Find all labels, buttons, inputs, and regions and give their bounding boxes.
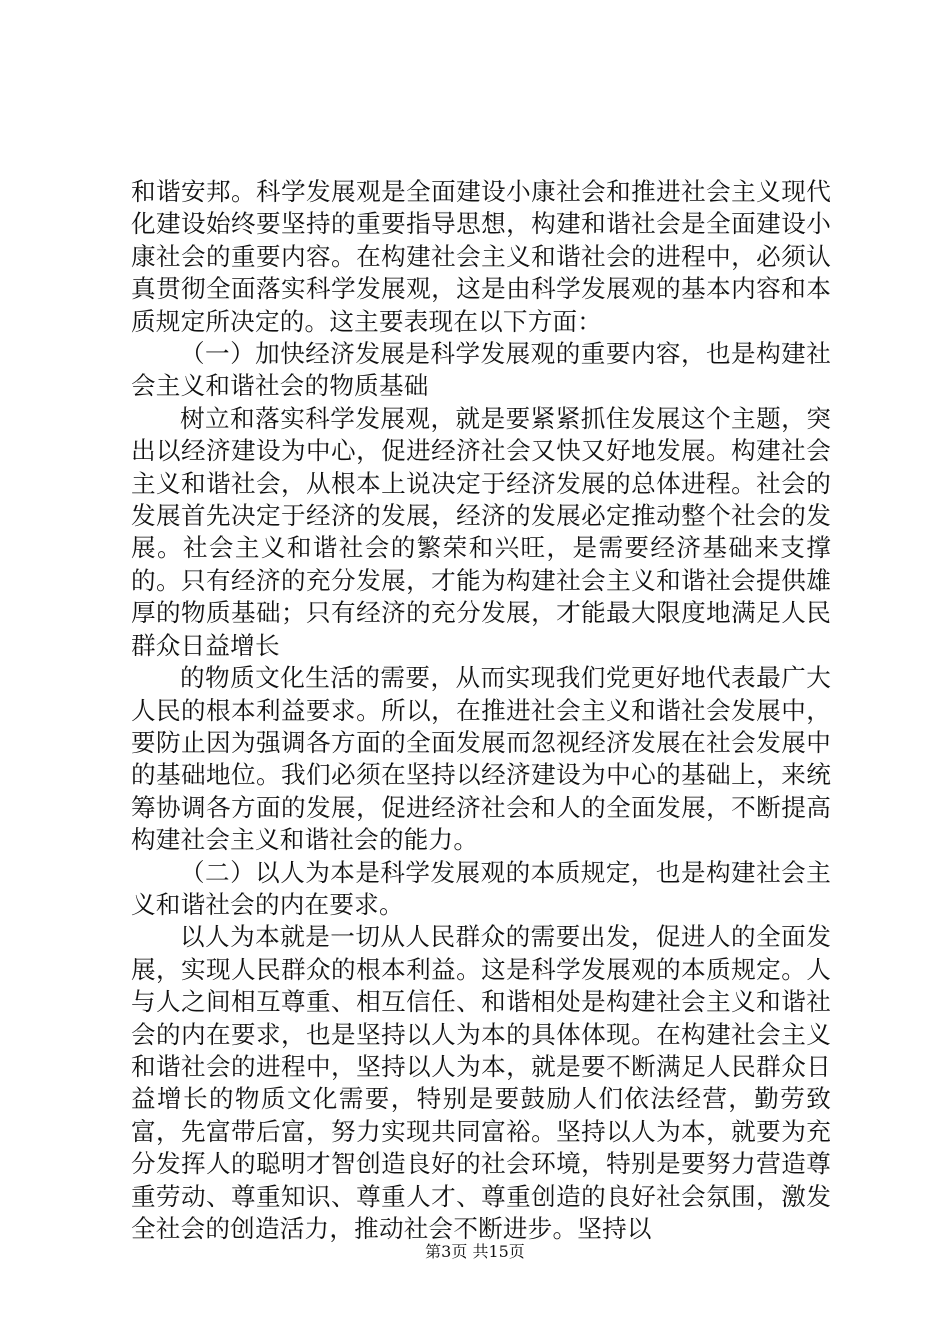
paragraph-intro: 和谐安邦。科学发展观是全面建设小康社会和推进社会主义现代化建设始终要坚持的重要指导思想，构建和谐社会是全面建设小康社会的重要内容。在构建社会主义和谐社会的进程中，必须认真贯彻全面落实科学发展观，这是由科学发展观的基本内容和本质规定所决定的。这主要表现在以下方面： [131, 177, 831, 336]
paragraph-economy-continued: 的物质文化生活的需要，从而实现我们党更好地代表最广大人民的根本利益要求。所以，在推进社会主义和谐社会发展中，要防止因为强调各方面的全面发展而忽视经济发展在社会发展中的基础地位。我们必须在坚持以经济建设为中心的基础上，来统筹协调各方面的发展，促进经济社会和人的全面发展，不断提高构建社会主义和谐社会的能力。 [131, 663, 831, 855]
paragraph-economy: 树立和落实科学发展观，就是要紧紧抓住发展这个主题，突出以经济建设为中心，促进经济社会又快又好地发展。构建社会主义和谐社会，从根本上说决定于经济发展的总体进程。社会的发展首先决定于经济的发展，经济的发展必定推动整个社会的发展。社会主义和谐社会的繁荣和兴旺，是需要经济基础来支撑的。只有经济的充分发展，才能为构建社会主义和谐社会提供雄厚的物质基础；只有经济的充分发展，才能最大限度地满足人民群众日益增长 [131, 403, 831, 660]
page-number-footer: 第3页 共15页 [425, 1242, 525, 1261]
section-heading-1: （一）加快经济发展是科学发展观的重要内容，也是构建社会主义和谐社会的物质基础 [131, 339, 831, 401]
section-heading-2: （二）以人为本是科学发展观的本质规定，也是构建社会主义和谐社会的内在要求。 [131, 857, 831, 919]
document-body [131, 176, 831, 1245]
paragraph-people-oriented: 以人为本就是一切从人民群众的需要出发，促进人的全面发展，实现人民群众的根本利益。这是科学发展观的本质规定。人与人之间相互尊重、相互信任、和谐相处是构建社会主义和谐社会的内在要求，也是坚持以人为本的具体体现。在构建社会主义和谐社会的进程中，坚持以人为本，就是要不断满足人民群众日益增长的物质文化需要，特别是要鼓励人们依法经营，勤劳致富，先富带后富，努力实现共同富裕。坚持以人为本，就要为充分发挥人的聪明才智创造良好的社会环境，特别是要努力营造尊重劳动、尊重知识、尊重人才、尊重创造的良好社会氛围，激发全社会的创造活力，推动社会不断进步。坚持以 [131, 922, 831, 1243]
